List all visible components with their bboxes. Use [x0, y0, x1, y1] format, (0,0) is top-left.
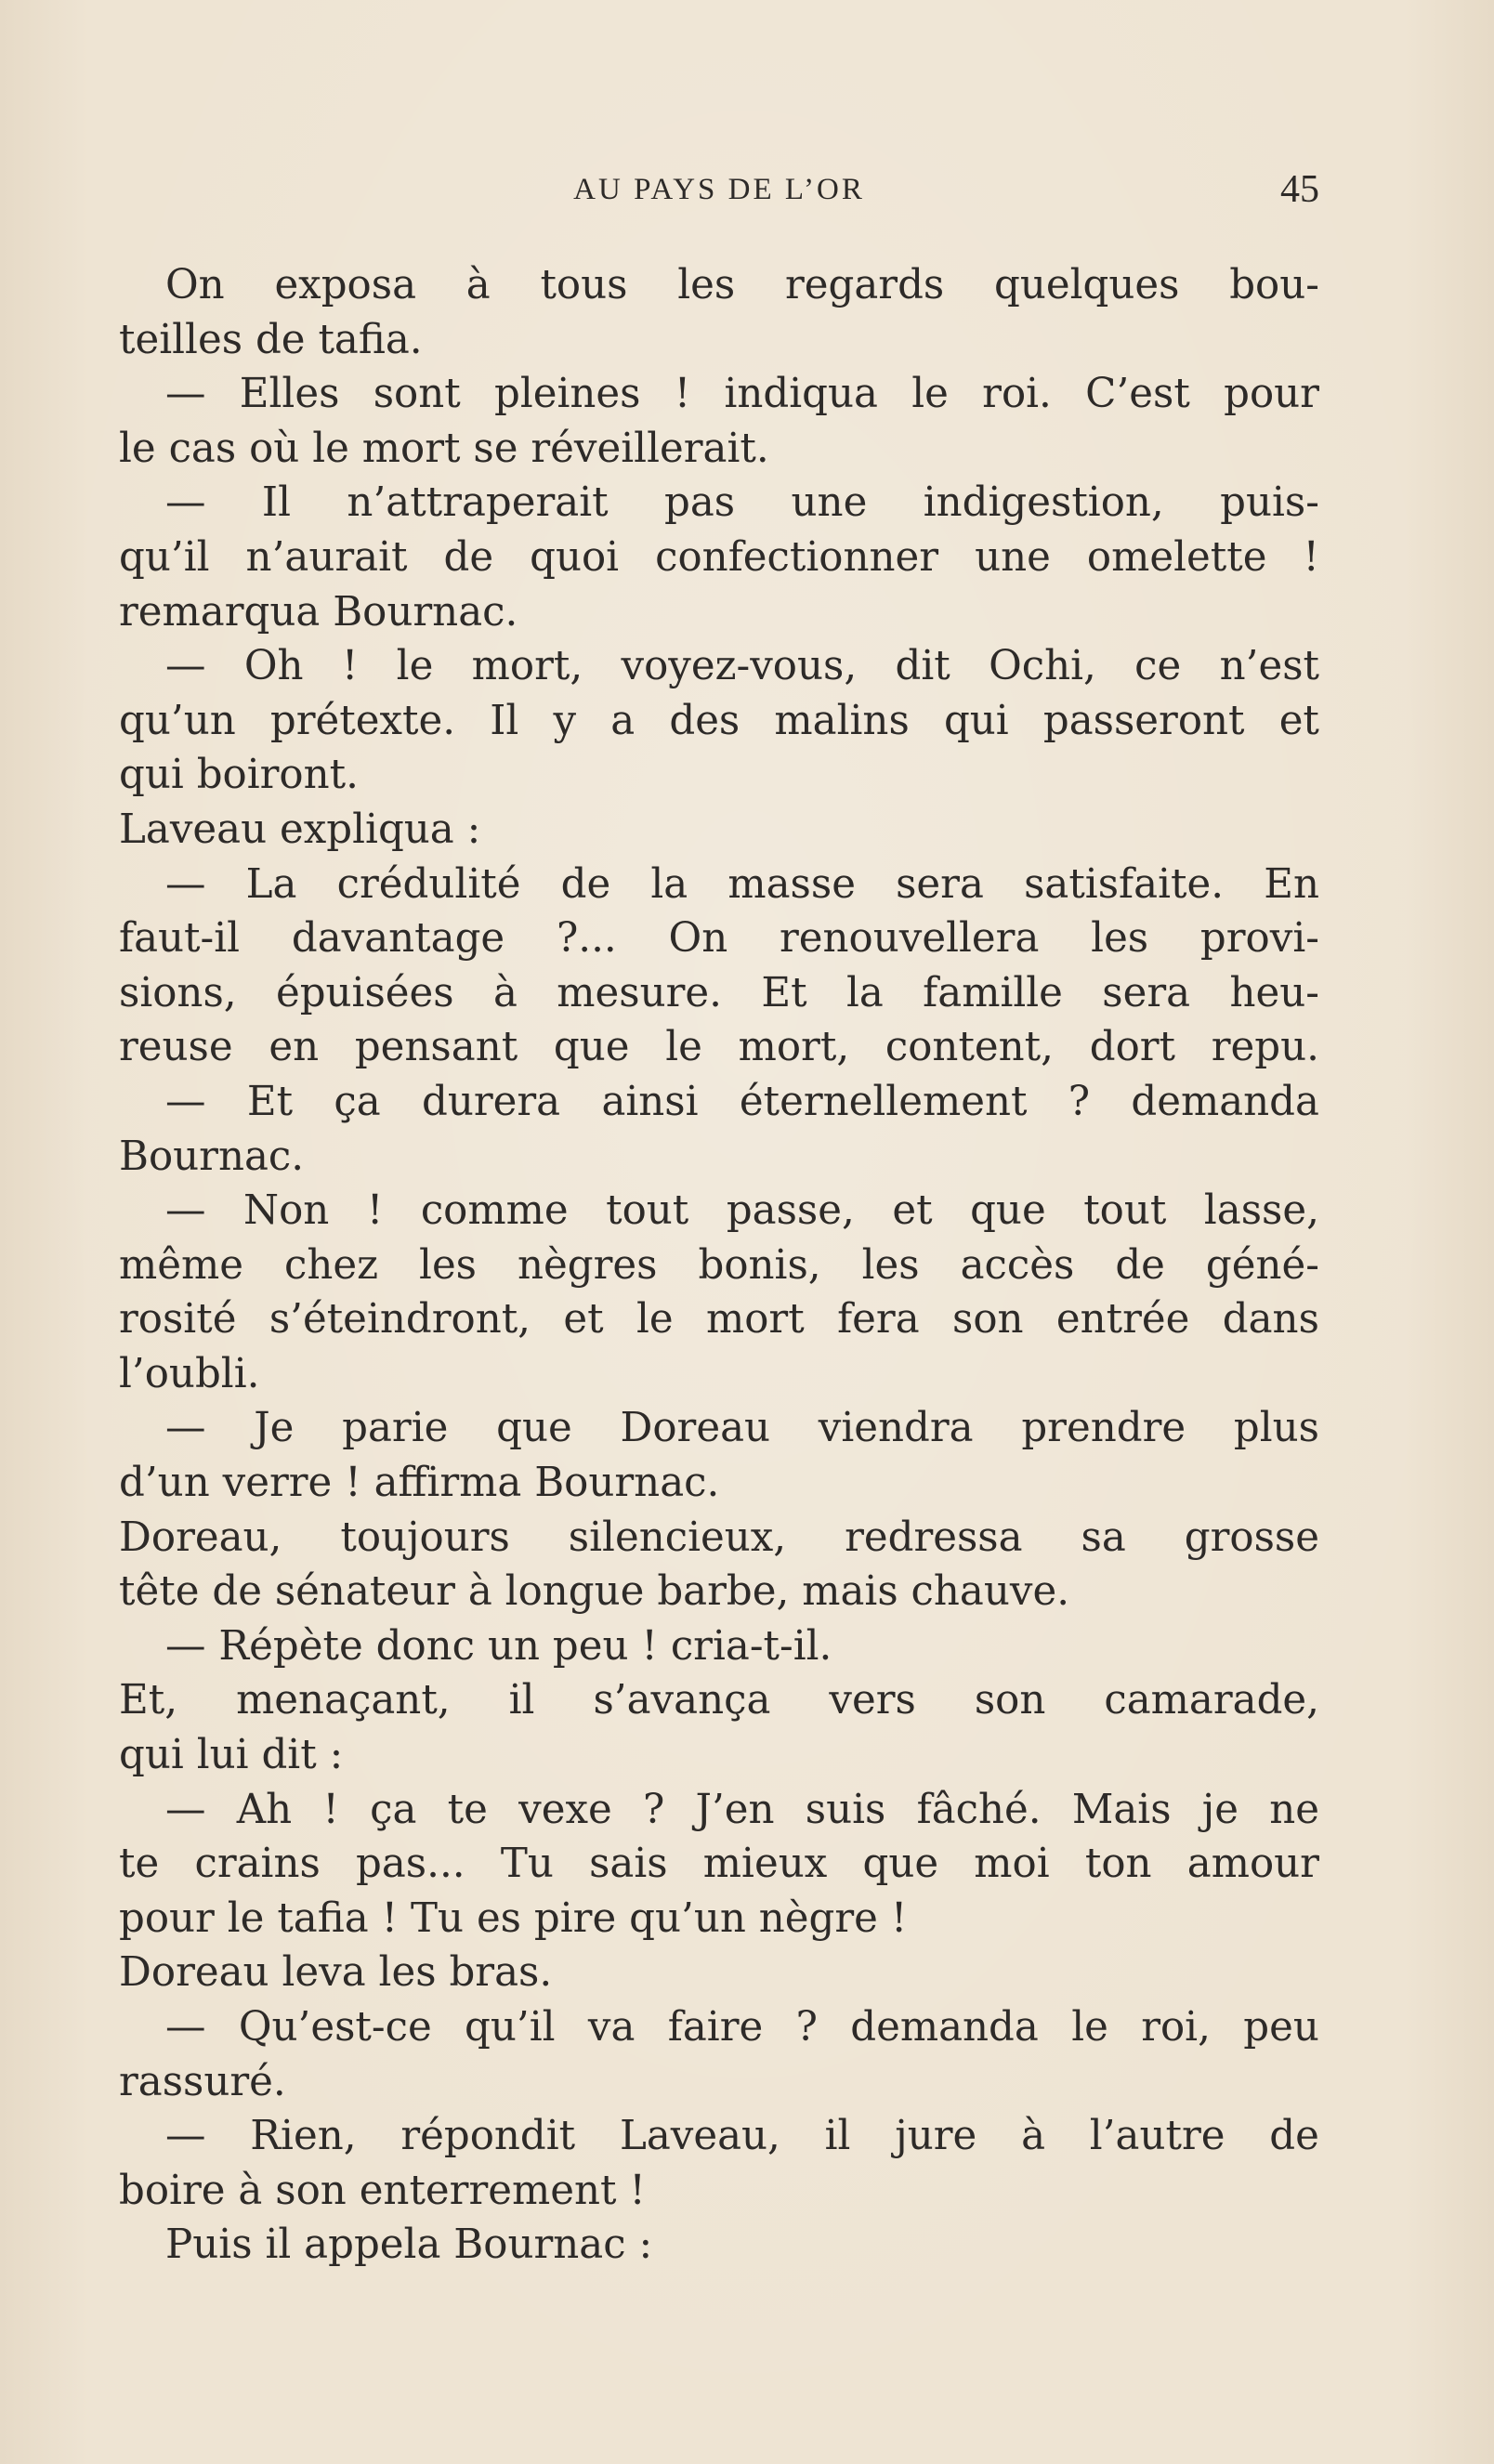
body-text — [119, 258, 1319, 2273]
text-line: rosité s’éteindront, et le mort fera son entrée dans — [119, 1296, 1319, 1343]
text-line: Et, menaçant, il s’avança vers son camarade, — [119, 1677, 1319, 1724]
text-line: Laveau expliqua : — [119, 806, 481, 853]
text-line: l’oubli. — [119, 1350, 260, 1397]
text-line: boire à son enterrement ! — [119, 2167, 646, 2214]
text-line: On exposa à tous les regards quelques bou- — [165, 262, 1319, 308]
text-line: Puis il appela Bournac : — [165, 2222, 653, 2269]
text-line: reuse en pensant que le mort, content, dort repu. — [119, 1024, 1319, 1071]
text-line: — Oh ! le mort, voyez-vous, dit Ochi, ce n’est — [165, 643, 1319, 690]
running-head — [119, 167, 1319, 214]
text-line: d’un verre ! affirma Bournac. — [119, 1460, 720, 1507]
text-line: qui lui dit : — [119, 1732, 344, 1779]
text-line: te crains pas... Tu sais mieux que moi ton amour — [119, 1841, 1319, 1888]
text-line: — Qu’est-ce qu’il va faire ? demanda le roi, peu — [165, 2004, 1319, 2051]
page-number: 45 — [1280, 168, 1319, 211]
text-line: Bournac. — [119, 1133, 305, 1180]
text-line: même chez les nègres bonis, les accès de géné- — [119, 1241, 1319, 1289]
text-line: le cas où le mort se réveillerait. — [119, 425, 769, 472]
text-line: — La crédulité de la masse sera satisfaite. En — [165, 860, 1319, 908]
text-line: — Rien, répondit Laveau, il jure à l’autre de — [165, 2113, 1319, 2160]
text-line: Doreau leva les bras. — [119, 1949, 553, 1997]
text-line: tête de sénateur à longue barbe, mais chauve. — [119, 1568, 1070, 1616]
text-line: teilles de tafia. — [119, 316, 423, 363]
text-line: Doreau, toujours silencieux, redressa sa grosse — [119, 1514, 1319, 1561]
text-line: qu’il n’aurait de quoi confectionner une omelette ! — [119, 533, 1319, 581]
text-line: — Répète donc un peu ! cria-t-il. — [165, 1622, 832, 1670]
text-line: faut-il davantage ?... On renouvellera les provi- — [119, 915, 1319, 963]
text-line: — Il n’attraperait pas une indigestion, puis- — [165, 479, 1319, 527]
text-line: pour le tafia ! Tu es pire qu’un nègre ! — [119, 1894, 908, 1942]
text-line: rassuré. — [119, 2058, 286, 2105]
text-line: — Je parie que Doreau viendra prendre plus — [165, 1405, 1319, 1452]
running-title: AU PAYS DE L’OR — [573, 173, 865, 206]
text-line: remarqua Bournac. — [119, 588, 518, 636]
text-line: qui boiront. — [119, 752, 359, 799]
text-line: qu’un prétexte. Il y a des malins qui passeront et — [119, 697, 1319, 744]
text-line: — Ah ! ça te vexe ? J’en suis fâché. Mais je ne — [165, 1786, 1319, 1833]
text-line: — Elles sont pleines ! indiqua le roi. C’est pour — [165, 371, 1319, 418]
text-line: sions, épuisées à mesure. Et la famille sera heu- — [119, 969, 1319, 1016]
text-line: — Non ! comme tout passe, et que tout lasse, — [165, 1187, 1319, 1235]
text-line: — Et ça durera ainsi éternellement ? demanda — [165, 1078, 1319, 1125]
